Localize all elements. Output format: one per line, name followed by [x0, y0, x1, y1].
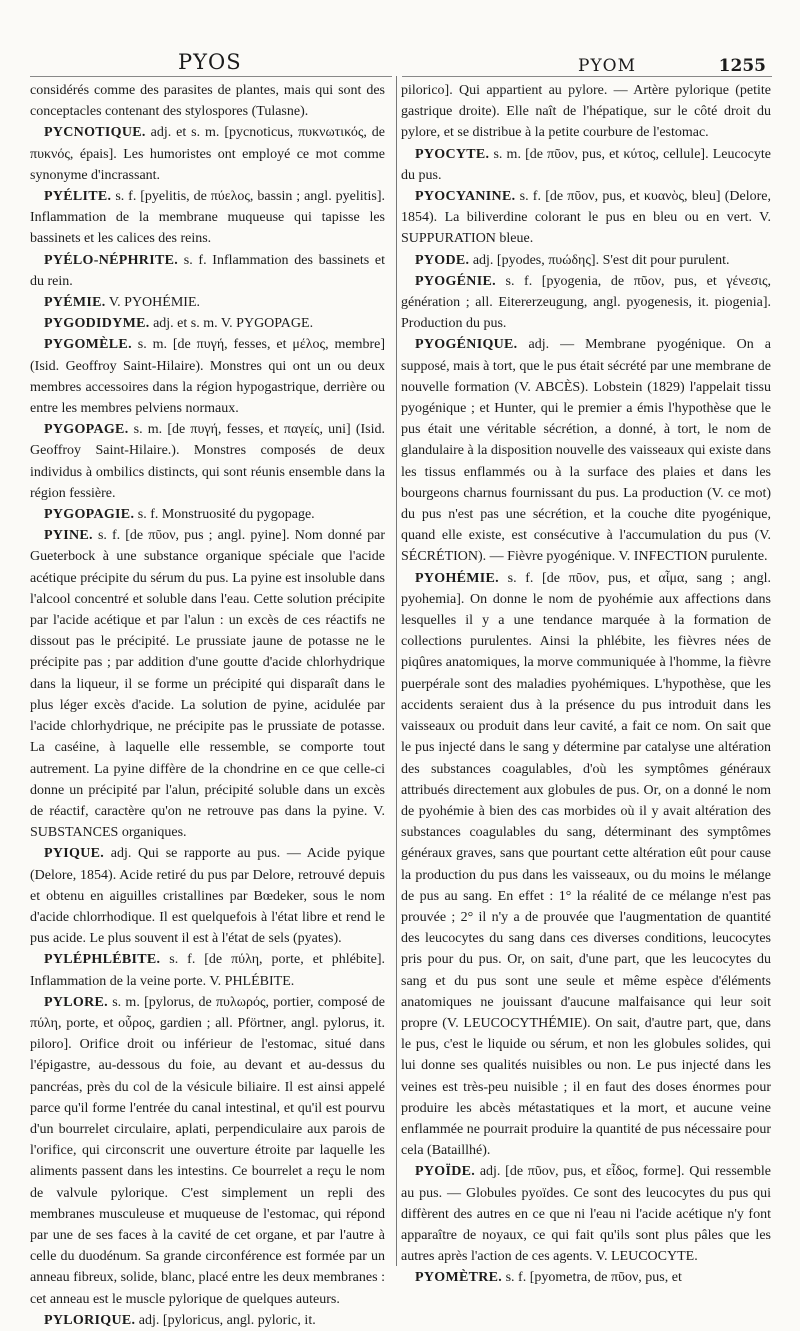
entry-text: V. PYOHÉMIE. [108, 295, 200, 311]
entry-headword: PYINE. [44, 528, 93, 544]
dictionary-entry [30, 334, 385, 419]
entry-text: s. f. [de πῦον, pus, et αἷμα, sang ; angl. pyohemia]. On donne le nom de pyohémie aux affections dans lesquelles il y a une tendance marquée à la formation de collections purulentes. Ainsi la phlébite, les fièvres nées de piqûres anatomiques, la morve communiquée à l'homme, la fièvre puerpérale sont des maladies pyohémiques. L'hypothèse, que les accidents seraient dus à la présence du pus introduit dans les vaisseaux ou produit dans leur cavité, a fait ce nom. On sait que le pus injecté dans le sang y détermine par catalyse une altération des substances coagulables, d'où les symptômes généraux attribués directement aux globules de pus. Or, on a donné le nom de pyohémie à bien des cas morbides où il y avait altération des substances coagulables du sang, déterminant des symptômes généraux graves, sans que pourtant cette altération eût pour cause la production du pus dans les vaisseaux, ou du moins le mélange de pus au sang. En effet : 1° la réalité de ce mélange n'est pas prouvée ; 2° il n'y a de prouvée que l'augmentation de quantité des leucocytes du sang dans ces diverses conditions, leucocytes pris pour du pus. Or, on sait, d'une part, que les leucocytes du sang et du pus sont une seule et même espèce d'éléments anatomiques ne jouissant d'aucune malfaisance qui leur soit propre (V. LEUCOCYTHÉMIE). On sait, d'autre part, que, dans le pus, c'est le liquide ou sérum, et non les globules solides, qui lui donne ses qualités nuisibles ou non. Le pus injecté dans les veines est très-peu nuisible ; il en faut des doses énormes pour produire les abcès métastatiques et la mort, et aucune veine enflammée ne pourrait produire la quantité de pus nécessaire pour cela (Bataillhé). [401, 570, 771, 1159]
dictionary-entry [30, 525, 385, 843]
entry-text: adj. — Membrane pyogénique. On a supposé, mais à tort, que le pus était sécrété par une membrane de nouvelle formation (V. ABCÈS). Lobstein (1829) l'appelait tissu pyogénique ; et Hunter, qui le premier a émis l'hypothèse que le pus était une véritable sécrétion, a donné, à tort, le nom de glandulaire à la disposition nouvelle des vaisseaux qui existe dans les tissus enflammés ou à la surface des plaies et dans les bourgeons charnus fournissant du pus. La production (V. ce mot) du pus n'est pas une sécrétion, et la couche dite pyogénique, quand elle existe, est consécutive à l'accumulation du pus (V. SÉCRÉTION). — Fièvre pyogénique. V. INFECTION purulente. [401, 337, 772, 565]
entry-headword: PYOÏDE. [415, 1164, 476, 1180]
entry-text: s. f. [de πῦον, pus ; angl. pyine]. Nom donné par Gueterbock à une substance organique spéciale que l'acide acétique précipite du sérum du pus. La pyine est insoluble dans l'alcool concentré et soluble dans l'eau. Cette solution précipite par l'acide acétique et par l'alun : un excès de ces réactifs ne dissout pas le précipité. Le prussiate jaune de potasse ne le précipite pas ; par addition d'une goutte d'acide chlorhydrique dans la liqueur, il se forme un précipité qui disparaît dans le plus léger excès d'acide. La solution de pyine, acidulée par l'acide chlorhydrique, ne précipite pas le prussiate de potasse. La caséine, à laquelle elle ressemble, se comporte tout autrement. La pyine diffère de la chondrine en ce que celle-ci donne un précipité par l'alun, précipité soluble dans un excès de réactif, caractère qu'on ne retrouve pas dans la pyine. V. SUBSTANCES organiques. [30, 528, 385, 841]
dictionary-entry [401, 334, 771, 567]
dictionary-entry [30, 292, 385, 313]
entry-headword: PYOMÈTRE. [415, 1270, 503, 1286]
entry-text: s. m. [de πυγή, fesses, et μέλος, membre] (Isid. Geoffroy Saint-Hilaire). Monstres qui ont un ou deux membres accessoires dans la région hypogastrique, derrière ou entre les membres pelviens normaux. [30, 337, 385, 417]
entry-text: s. f. Inflammation des bassinets et du rein. [30, 252, 385, 289]
entry-text: s. f. [de πύλη, porte, et phlébite]. Inflammation de la veine porte. V. PHLÉBITE. [30, 952, 385, 989]
entry-headword: PYGODIDYME. [44, 316, 150, 332]
dictionary-entry [401, 80, 771, 144]
entry-text: s. f. [pyometra, de πῦον, pus, et [505, 1270, 682, 1286]
dictionary-entry [30, 843, 385, 949]
column-divider [396, 76, 397, 1266]
dictionary-entry [30, 992, 385, 1310]
left-running-head: PYOS [178, 50, 242, 74]
entry-text: adj. Qui se rapporte au pus. — Acide pyique (Delore, 1854). Acide retiré du pus par Delore, retrouvé depuis et obtenu en aiguilles cristallines par Bœdeker, sous le nom d'acide chlorrhodique. Il est quelquefois à l'état libre et rend le pus acide. Le plus souvent il est à l'état de sels (pyates). [30, 846, 386, 947]
entry-text: s. f. Monstruosité du pygopage. [137, 507, 315, 523]
entry-headword: PYGOPAGIE. [44, 507, 135, 523]
entry-headword: PYLORE. [44, 994, 108, 1010]
entry-headword: PYCNOTIQUE. [44, 125, 146, 141]
dictionary-entry [30, 313, 385, 334]
dictionary-entry [30, 186, 385, 250]
entry-text: adj. et s. m. V. PYGOPAGE. [153, 316, 314, 332]
entry-headword: PYOGÉNIE. [415, 273, 496, 289]
entry-text: s. f. [pyogenia, de πῦον, pus, et γένεσις, génération ; all. Eitererzeugung, angl. pyogenesis, it. piogenia]. Production du pus. [401, 273, 772, 332]
entry-text: s. m. [de πῦον, pus, et κύτος, cellule]. Leucocyte du pus. [401, 146, 771, 183]
entry-headword: PYOHÉMIE. [415, 570, 499, 586]
dictionary-entry [30, 949, 385, 991]
entry-text: adj. et s. m. [pycnoticus, πυκνωτικός, de πυκνός, épais]. Les humoristes ont employé ce mot comme synonyme d'incrassant. [30, 125, 386, 183]
dictionary-entry [401, 250, 771, 271]
entry-headword: PYIQUE. [44, 846, 105, 862]
entry-headword: PYGOPAGE. [44, 422, 129, 438]
dictionary-entry [401, 1267, 771, 1288]
entry-text: s. f. [pyelitis, de πύελος, bassin ; angl. pyelitis]. Inflammation de la membrane muqueuse qui tapisse les bassinets et les calices des reins. [30, 189, 386, 247]
entry-headword: PYGOMÈLE. [44, 337, 132, 353]
entry-text: adj. [de πῦον, pus, et εἶδος, forme]. Qui ressemble au pus. — Globules pyoïdes. Ce sont des leucocytes du pus qui diffèrent des autres en ce que ni l'eau ni l'acide acétique n'y font apparaître de noyaux, ce qui fait qu'ils sont plus pâles que les autres après l'action de ces agents. V. LEUCOCYTE. [401, 1164, 772, 1265]
entry-headword: PYOCYTE. [415, 146, 490, 162]
right-running-head: PYOM [578, 56, 637, 76]
dictionary-entry [401, 144, 771, 186]
dictionary-entry [30, 1310, 385, 1331]
dictionary-entry [30, 250, 385, 292]
entry-headword: PYOGÉNIQUE. [415, 337, 518, 353]
dictionary-entry [401, 186, 771, 250]
dictionary-entry [401, 1161, 771, 1267]
page-number: 1255 [718, 56, 766, 76]
entry-text: adj. [pyodes, πυώδης]. S'est dit pour purulent. [472, 252, 730, 268]
entry-text: s. m. [de πυγή, fesses, et παγείς, uni] (Isid. Geoffroy Saint-Hilaire.). Monstres composés de deux individus à ombilics distincts, qui sont réunis ensemble dans la région fessière. [30, 422, 386, 501]
entry-headword: PYÉLITE. [44, 189, 112, 205]
entry-headword: PYLORIQUE. [44, 1312, 136, 1328]
entry-headword: PYLÉPHLÉBITE. [44, 952, 161, 968]
entry-text: s. f. [de πῦον, pus, et κυανὸς, bleu] (Delore, 1854). La biliverdine colorant le pus en bleu ou en vert. V. SUPPURATION bleue. [401, 189, 771, 247]
entry-headword: PYÉMIE. [44, 295, 106, 311]
entry-headword: PYODE. [415, 252, 470, 268]
dictionary-entry [30, 504, 385, 525]
entry-text: s. m. [pylorus, de πυλωρός, portier, composé de πύλη, porte, et οὖρος, gardien ; all. Pförtner, angl. pylorus, it. piloro]. Orifice droit ou inférieur de l'estomac, situé dans l'épigastre, au-dessous du foie, au devant et au-dessus du pancréas, près du col de la vésicule biliaire. Il est ainsi appelé parce qu'il forme l'entrée du canal intestinal, et qu'il est pourvu d'un bourrelet circulaire, aplati, perpendiculaire aux parois de l'orifice, qui circonscrit une ouverture étroite par laquelle les aliments passent dans les intestins. Ce bourrelet a reçu le nom de valvule pylorique. C'est simplement un repli des membranes musculeuse et muqueuse de l'estomac, qui répond par une de ses faces à la cavité de cet organe, et par l'autre à celle du duodénum. Sa grande circonférence est formée par un anneau fibreux, solide, blanc, placé entre les deux membranes : cet anneau est le muscle pylorique de quelques auteurs. [30, 994, 386, 1307]
dictionary-entry [30, 80, 385, 122]
dictionary-entry [401, 568, 771, 1162]
entry-headword: PYÉLO-NÉPHRITE. [44, 252, 179, 268]
entry-text: considérés comme des parasites de plantes, mais qui sont des conceptacles contenant des stylospores (Tulasne). [30, 83, 385, 120]
dictionary-entry [30, 122, 385, 186]
left-column [30, 80, 385, 1331]
entry-text: pilorico]. Qui appartient au pylore. — Artère pylorique (petite gastrique droite). Elle naît de l'hépatique, sur le côté droit du pylore, et se distribue à la petite courbure de l'estomac. [401, 83, 771, 141]
dictionary-entry [30, 419, 385, 504]
entry-text: adj. [pyloricus, angl. pyloric, it. [138, 1312, 316, 1328]
entry-headword: PYOCYANINE. [415, 189, 516, 205]
header-rule-right [402, 76, 772, 77]
page-header [30, 50, 772, 84]
header-rule-left [30, 76, 392, 77]
right-column [401, 80, 771, 1289]
dictionary-entry [401, 271, 771, 335]
